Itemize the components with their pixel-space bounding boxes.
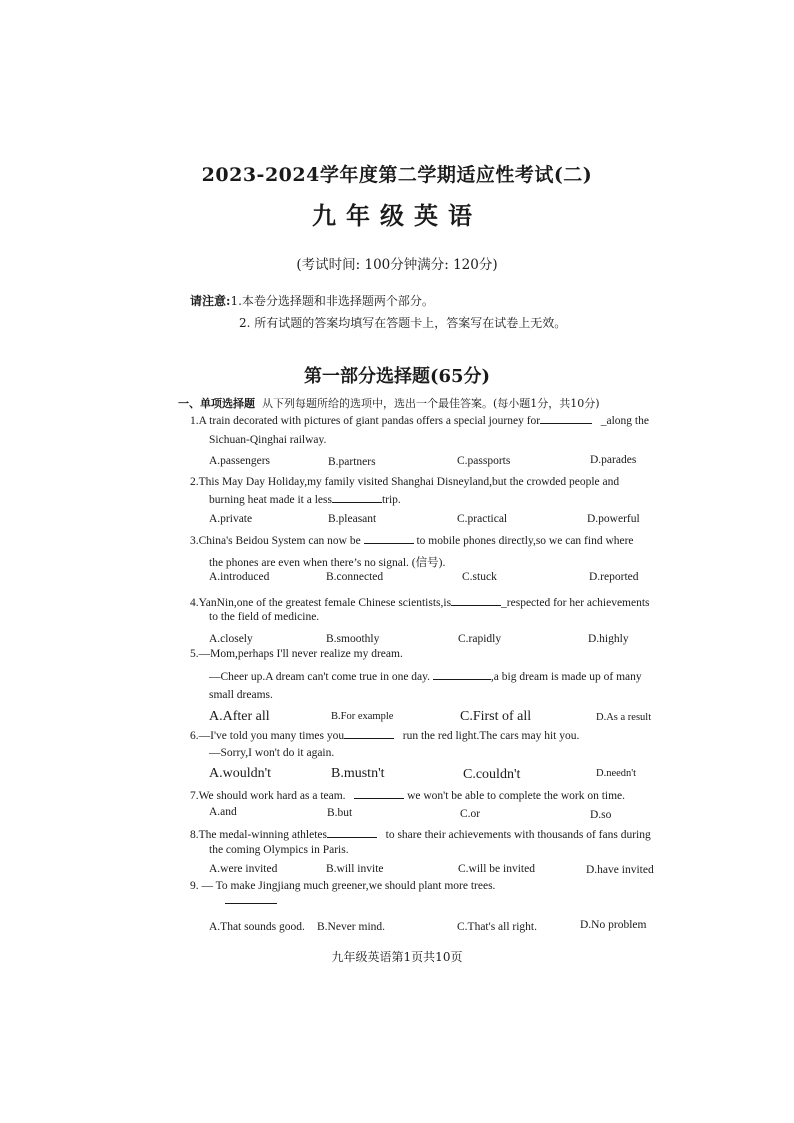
question-1-line-2: Sichuan-Qinghai railway.: [209, 434, 327, 446]
question-8-line-1: [190, 827, 651, 841]
note-1-text: 1.本卷分选择题和非选择题两个部分。: [230, 294, 434, 308]
answer-blank: [354, 788, 404, 799]
option-a: A.passengers: [209, 455, 270, 467]
question-4-line-2: to the field of medicine.: [209, 611, 320, 623]
option-d: D.parades: [590, 454, 637, 466]
option-c: C.practical: [457, 513, 508, 525]
option-a: A.closely: [209, 633, 253, 645]
question-7-text-b: we won't be able to complete the work on time.: [407, 790, 626, 802]
option-a: A.were invited: [209, 863, 278, 875]
option-c: C.First of all: [460, 709, 532, 724]
option-d: D.needn't: [596, 768, 637, 779]
question-5-line-1: 5.—Mom,perhaps I'll never realize my dream.: [190, 648, 403, 660]
question-3-text-b: to mobile phones directly,so we can find where: [416, 535, 634, 547]
option-a: A.introduced: [209, 571, 270, 583]
question-4-text-b: _respected for her achievements: [501, 597, 650, 609]
question-1-text-b: _along the: [600, 415, 649, 427]
option-c: C.stuck: [462, 571, 497, 583]
question-6-line-1: [190, 728, 579, 742]
question-8-line-2: the coming Olympics in Paris.: [209, 844, 349, 856]
question-5-text-a: —Cheer up.A dream can't come true in one day.: [209, 671, 431, 683]
question-7-text-a: 7.We should work hard as a team.: [190, 790, 346, 802]
question-7-line-1: [190, 788, 625, 802]
option-c: C.That's all right.: [457, 921, 538, 933]
option-c: C.couldn't: [463, 767, 521, 782]
option-c: C.will be invited: [458, 863, 535, 875]
option-d: D.As a result: [596, 712, 652, 723]
option-d: D.No problem: [580, 919, 647, 931]
question-3-line-1: [190, 533, 634, 547]
option-b: B.connected: [326, 571, 384, 583]
option-c: C.rapidly: [458, 633, 502, 645]
option-b: B.mustn't: [331, 766, 385, 781]
question-5-line-3: small dreams.: [209, 689, 273, 701]
option-a: A.wouldn't: [209, 766, 272, 781]
option-a: A.and: [209, 806, 237, 818]
note-line-1: [190, 292, 434, 309]
question-8-text-b: to share their achievements with thousands of fans during: [385, 829, 651, 841]
exam-title: 2023-2024学年度第二学期适应性考试(二): [201, 164, 593, 186]
option-a: A.private: [209, 513, 253, 525]
question-9-line-1: 9. — To make Jingjiang much greener,we should plant more trees.: [190, 880, 496, 892]
option-d: D.so: [590, 809, 612, 821]
question-3-text-a: 3.China's Beidou System can now be: [190, 535, 361, 547]
answer-blank: [451, 595, 501, 606]
option-b: B.will invite: [326, 863, 384, 875]
note-label: 请注意:: [190, 294, 231, 308]
question-4-text-a: 4.YanNin,one of the greatest female Chinese scientists,is: [190, 597, 452, 609]
option-a: A.After all: [209, 709, 270, 724]
option-b: B.but: [327, 807, 353, 819]
answer-blank: [327, 827, 377, 838]
answer-blank: [433, 669, 491, 680]
part-title: 第一部分选择题(65分): [303, 366, 491, 387]
section-instructions: 从下列每题所给的选项中，选出一个最佳答案。(每小题1分，共10分): [262, 397, 600, 410]
option-b: B.For example: [331, 711, 394, 722]
answer-blank: [344, 728, 394, 739]
question-2-line-2: [209, 492, 401, 506]
question-6-text-b: run the red light.The cars may hit you.: [402, 730, 580, 742]
option-b: B.partners: [328, 456, 376, 468]
option-d: D.powerful: [587, 513, 640, 525]
section-heading: [178, 395, 600, 411]
question-3-line-2: the phones are even when there’s no signal. (信号).: [209, 557, 446, 569]
option-c: C.or: [460, 808, 481, 820]
note-line-2: 2. 所有试题的答案均填写在答题卡上，答案写在试卷上无效。: [239, 316, 567, 330]
page-footer: 九年级英语第1页共10页: [331, 950, 463, 964]
question-6-text-a: 6.—I've told you many times you: [190, 730, 345, 742]
subject-title: 九年级英语: [312, 201, 482, 230]
section-label: 一、单项选择题: [178, 397, 255, 410]
option-b: B.smoothly: [326, 633, 380, 645]
question-8-text-a: 8.The medal-winning athletes: [190, 829, 328, 841]
question-5-text-b: ,a big dream is made up of many: [490, 671, 642, 683]
question-1-text-a: 1.A train decorated with pictures of giant pandas offers a special journey for: [190, 415, 541, 427]
answer-blank: [540, 413, 592, 424]
answer-blank: [225, 903, 277, 904]
option-d: D.reported: [589, 571, 639, 583]
answer-blank: [332, 492, 382, 503]
answer-blank: [364, 533, 414, 544]
option-a: A.That sounds good.: [209, 921, 305, 933]
option-d: D.highly: [588, 633, 629, 645]
question-1-line-1: [190, 413, 649, 427]
option-d: D.have invited: [586, 864, 654, 876]
question-2-text-b: trip.: [381, 494, 401, 506]
question-4-line-1: [190, 595, 650, 609]
option-b: B.pleasant: [328, 513, 377, 525]
option-c: C.passports: [457, 455, 511, 467]
question-6-line-2: —Sorry,I won't do it again.: [209, 747, 335, 759]
question-5-line-2: [209, 669, 642, 683]
exam-time-info: (考试时间: 100分钟满分: 120分): [296, 257, 498, 273]
option-b: B.Never mind.: [317, 921, 386, 933]
question-2-line-1: 2.This May Day Holiday,my family visited Shanghai Disneyland,but the crowded people and: [190, 476, 620, 488]
question-2-text-a: burning heat made it a less: [209, 494, 332, 506]
